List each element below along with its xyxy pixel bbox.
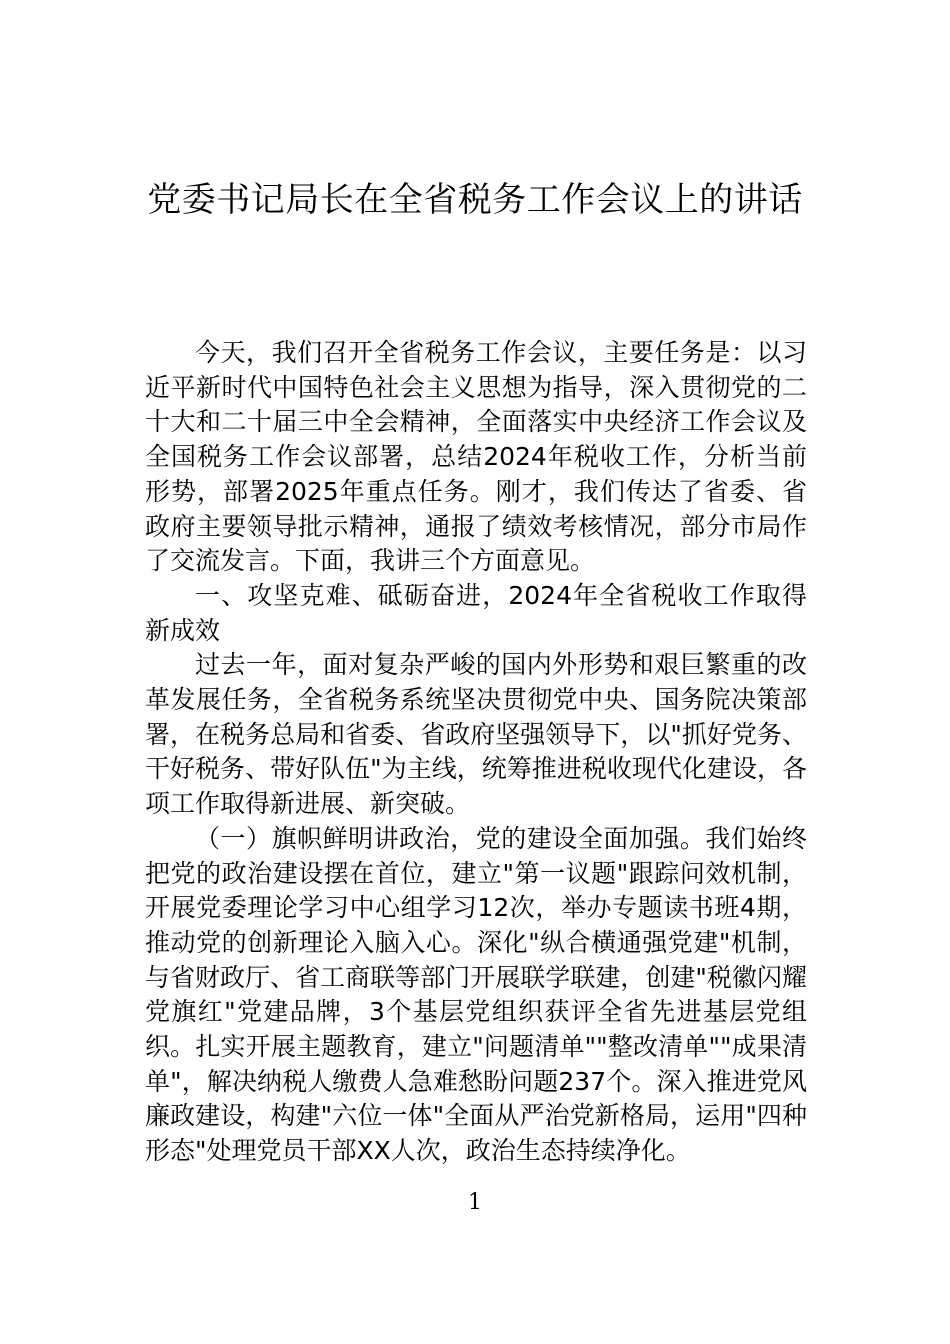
document-title: 党委书记局长在全省税务工作会议上的讲话 [147,180,803,220]
document-body [145,336,807,1169]
page-number: 1 [468,1190,482,1215]
section-heading-1: 一、攻坚克难、砥砺奋进，2024年全省税收工作取得新成效 [145,580,807,645]
paragraph-intro: 今天，我们召开全省税务工作会议，主要任务是：以习近平新时代中国特色社会主义思想为指导，深入贯彻党的二十大和二十届三中全会精神，全面落实中央经济工作会议及全国税务工作会议部署，总结2024年税收工作，分析当前形势，部署2025年重点任务。刚才，我们传达了省委、省政府主要领导批示精神，通报了绩效考核情况，部分市局作了交流发言。下面，我讲三个方面意见。 [145,338,807,576]
paragraph-review: 过去一年，面对复杂严峻的国内外形势和艰巨繁重的改革发展任务，全省税务系统坚决贯彻党中央、国务院决策部署，在税务总局和省委、省政府坚强领导下，以"抓好党务、干好税务、带好队伍"为主线，统筹推进税收现代化建设，各项工作取得新进展、新突破。 [145,650,807,819]
paragraph-party-building: （一）旗帜鲜明讲政治，党的建设全面加强。我们始终把党的政治建设摆在首位，建立"第一议题"跟踪问效机制，开展党委理论学习中心组学习12次，举办专题读书班4期，推动党的创新理论入脑入心。深化"纵合横通强党建"机制，与省财政厅、省工商联等部门开展联学联建，创建"税徽闪耀党旗红"党建品牌，3个基层党组织获评全省先进基层党组织。扎实开展主题教育，建立"问题清单""整改清单""成果清单"，解决纳税人缴费人急难愁盼问题237个。深入推进党风廉政建设，构建"六位一体"全面从严治党新格局，运用"四种形态"处理党员干部XX人次，政治生态持续净化。 [145,823,807,1166]
